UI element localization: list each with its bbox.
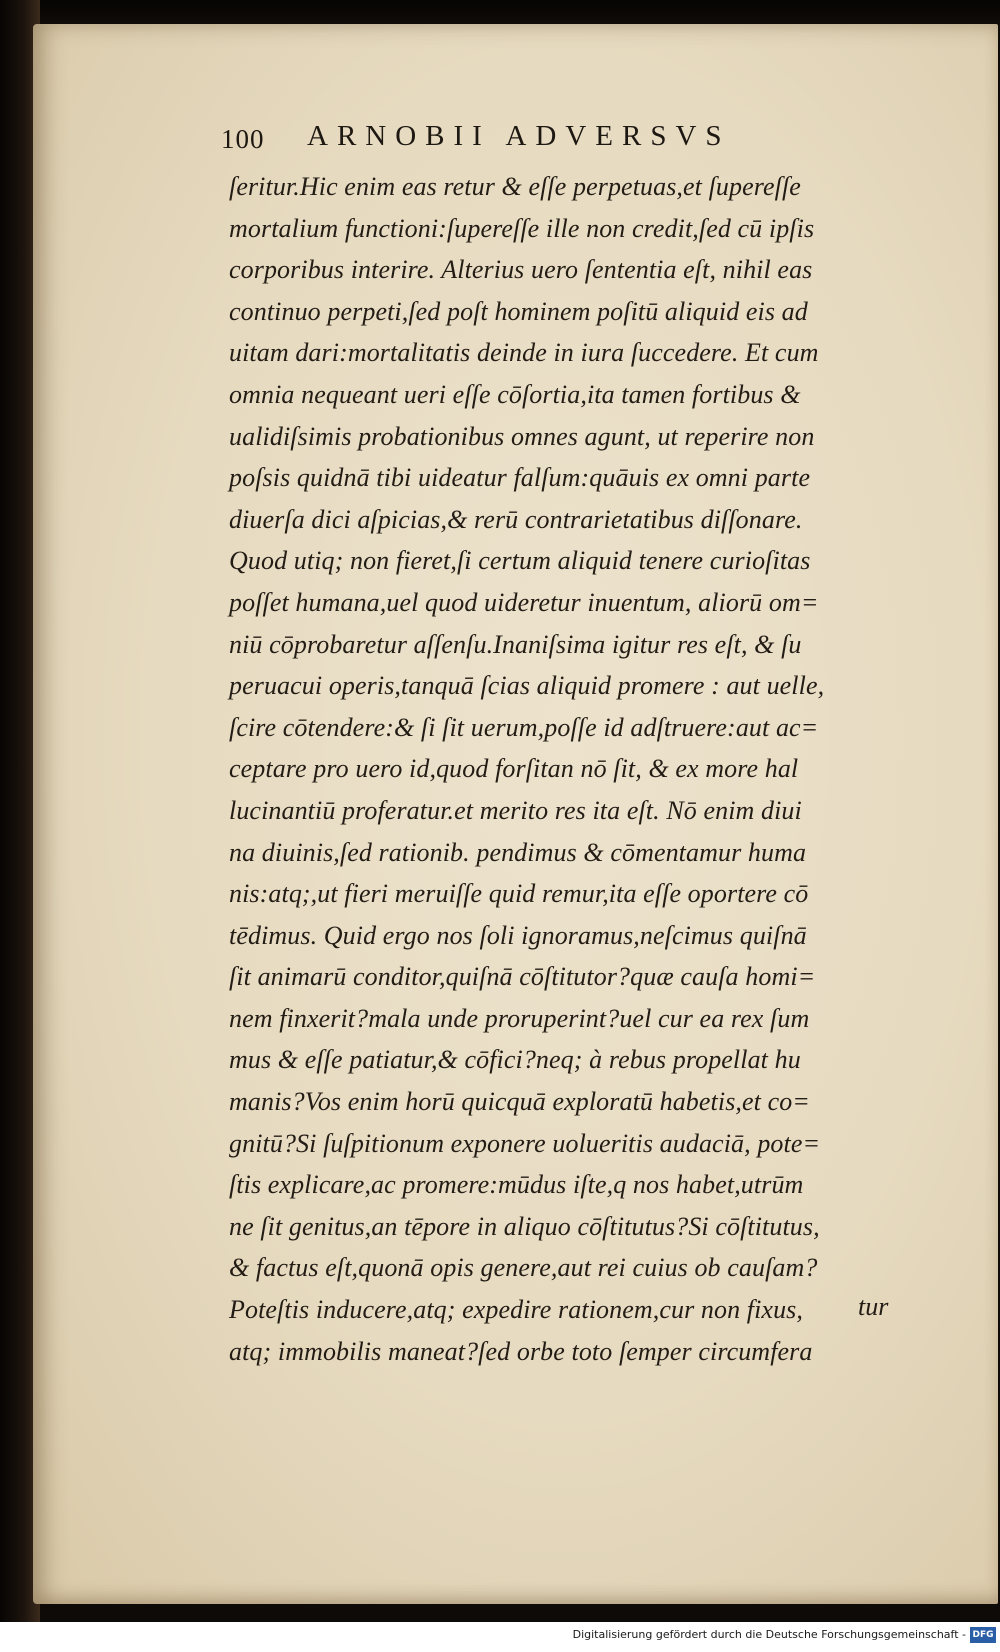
dfg-logo-icon: DFG: [970, 1627, 996, 1643]
text-line: poſsis quidnā tibi uideatur falſum:quāuis ex omni parte: [229, 463, 811, 493]
text-line: nis:atq;,ut fieri meruiſſe quid remur,ita eſſe oportere cō: [229, 879, 809, 909]
text-line: tēdimus. Quid ergo nos ſoli ignoramus,neſcimus quiſnā: [229, 920, 807, 950]
text-line: na diuinis,ſed rationib. pendimus & cōmentamur huma: [229, 837, 807, 867]
text-line: ceptare pro uero id,quod forſitan nō ſit, & ex more hal: [229, 754, 799, 784]
text-line: manis?Vos enim horū quicquā exploratū habetis,et co=: [229, 1087, 810, 1117]
text-line: niū cōprobaretur aſſenſu.Inaniſsima igitur res eſt, & ſu: [229, 629, 802, 659]
text-line: mortalium functioni:ſupereſſe ille non credit,ſed cū ipſis: [229, 213, 815, 243]
text-line: gnitū?Si ſuſpitionum exponere uolueritis audaciā, pote=: [229, 1128, 821, 1158]
book-page: [33, 24, 998, 1604]
text-block: [229, 166, 929, 1372]
text-line: & factus eſt,quonā opis genere,aut rei cuius ob cauſam?: [229, 1253, 818, 1283]
text-line: lucinantiū proferatur.et merito res ita eſt. Nō enim diui: [229, 795, 802, 825]
digitization-footer: [0, 1622, 1000, 1652]
text-line: ſit animarū conditor,quiſnā cōſtitutor?quæ cauſa homi=: [229, 962, 816, 992]
catchword: tur: [858, 1292, 889, 1321]
running-title: ARNOBII ADVERSVS: [307, 120, 731, 152]
text-line: poſſet humana,uel quod uideretur inuentum, aliorū om=: [229, 587, 819, 617]
text-line: continuo perpeti,ſed poſt hominem poſitū aliquid eis ad: [229, 296, 808, 326]
text-line: mus & eſſe patiatur,& cōfici?neq; à rebus propellat hu: [229, 1045, 801, 1075]
text-line: nem finxerit?mala unde proruperint?uel cur ea rex ſum: [229, 1003, 810, 1033]
text-line: corporibus interire. Alterius uero ſententia eſt, nihil eas: [229, 255, 813, 285]
text-line: uitam dari:mortalitatis deinde in iura ſuccedere. Et cum: [229, 338, 819, 368]
text-line: atq; immobilis maneat?ſed orbe toto ſemper circumfera: [229, 1336, 813, 1366]
text-line: ne ſit genitus,an tēpore in aliquo cōſtitutus?Si cōſtitutus,: [229, 1211, 820, 1241]
text-line: diuerſa dici aſpicias,& rerū contrarietatibus diſſonare.: [229, 504, 803, 534]
text-line: ſcire cōtendere:& ſi ſit uerum,poſſe id adſtruere:aut ac=: [229, 712, 819, 742]
funding-notice: Digitalisierung gefördert durch die Deutsche Forschungsgemeinschaft -: [572, 1628, 966, 1641]
text-line: peruacui operis,tanquā ſcias aliquid promere : aut uelle,: [229, 671, 825, 701]
text-line: Quod utiq; non fieret,ſi certum aliquid tenere curioſitas: [229, 546, 811, 576]
text-line: ſeritur.Hic enim eas retur & eſſe perpetuas,et ſupereſſe: [229, 172, 801, 201]
text-line: ſtis explicare,ac promere:mūdus iſte,q nos habet,utrūm: [229, 1170, 804, 1200]
page-header: [221, 120, 901, 164]
text-line: ualidiſsimis probationibus omnes agunt, ut reperire non: [229, 421, 815, 451]
text-line: Poteſtis inducere,atq; expedire rationem,cur non fixus,: [229, 1295, 803, 1325]
page-number: 100: [221, 124, 265, 154]
text-line: omnia nequeant ueri eſſe cōſortia,ita tamen fortibus &: [229, 379, 801, 409]
